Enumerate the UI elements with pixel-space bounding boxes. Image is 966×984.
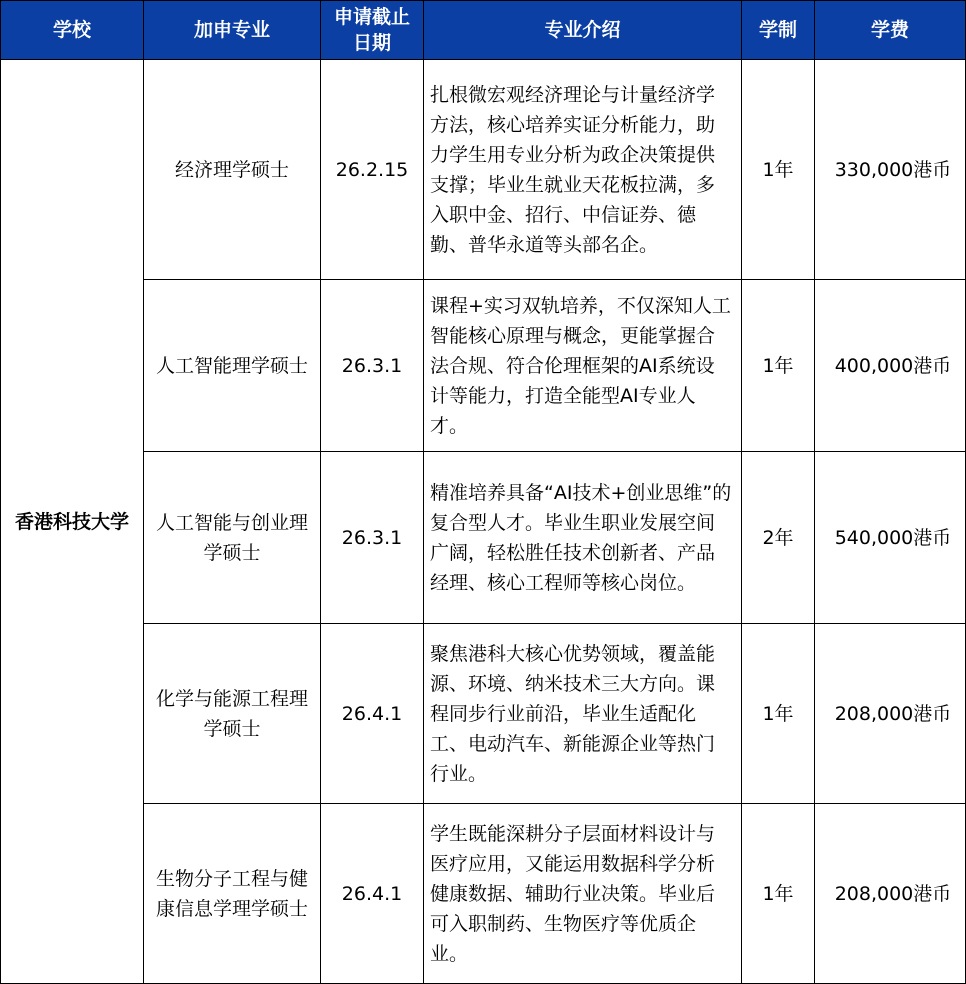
duration-cell: 1年 [742,280,815,452]
header-major: 加申专业 [144,1,321,60]
duration-cell: 1年 [742,60,815,280]
fee-cell: 208,000港币 [815,624,966,804]
header-deadline-label: 申请截止日期 [333,6,410,54]
header-deadline [321,1,424,60]
intro-cell: 精准培养具备“AI技术+创业思维”的复合型人才。毕业生职业发展空间广阔，轻松胜任技术创新者、产品经理、核心工程师等核心岗位。 [424,452,742,624]
fee-cell: 330,000港币 [815,60,966,280]
intro-cell: 扎根微宏观经济理论与计量经济学方法，核心培养实证分析能力，助力学生用专业分析为政企决策提供支撑；毕业生就业天花板拉满，多入职中金、招行、中信证券、德勤、普华永道等头部名企。 [424,60,742,280]
intro-cell: 聚焦港科大核心优势领域，覆盖能源、环境、纳米技术三大方向。课程同步行业前沿，毕业生适配化工、电动汽车、新能源企业等热门行业。 [424,624,742,804]
duration-cell: 1年 [742,804,815,984]
deadline-cell: 26.3.1 [321,280,424,452]
table-row [1,804,966,984]
fee-cell: 400,000港币 [815,280,966,452]
deadline-cell: 26.3.1 [321,452,424,624]
major-cell: 生物分子工程与健康信息学理学硕士 [144,804,321,984]
major-cell: 人工智能理学硕士 [144,280,321,452]
major-cell: 经济理学硕士 [144,60,321,280]
school-name: 香港科技大学 [1,60,144,984]
header-duration: 学制 [742,1,815,60]
table-row [1,60,966,280]
header-fee: 学费 [815,1,966,60]
intro-cell: 学生既能深耕分子层面材料设计与医疗应用，又能运用数据科学分析健康数据、辅助行业决策。毕业后可入职制药、生物医疗等优质企业。 [424,804,742,984]
major-cell: 人工智能与创业理学硕士 [144,452,321,624]
fee-cell: 208,000港币 [815,804,966,984]
duration-cell: 1年 [742,624,815,804]
table-row [1,452,966,624]
duration-cell: 2年 [742,452,815,624]
intro-cell: 课程+实习双轨培养，不仅深知人工智能核心原理与概念，更能掌握合法合规、符合伦理框架的AI系统设计等能力，打造全能型AI专业人才。 [424,280,742,452]
table-row [1,624,966,804]
header-school: 学校 [1,1,144,60]
table-row [1,280,966,452]
header-intro: 专业介绍 [424,1,742,60]
fee-cell: 540,000港币 [815,452,966,624]
header-row [1,1,966,60]
deadline-cell: 26.4.1 [321,624,424,804]
deadline-cell: 26.4.1 [321,804,424,984]
deadline-cell: 26.2.15 [321,60,424,280]
major-cell: 化学与能源工程理学硕士 [144,624,321,804]
